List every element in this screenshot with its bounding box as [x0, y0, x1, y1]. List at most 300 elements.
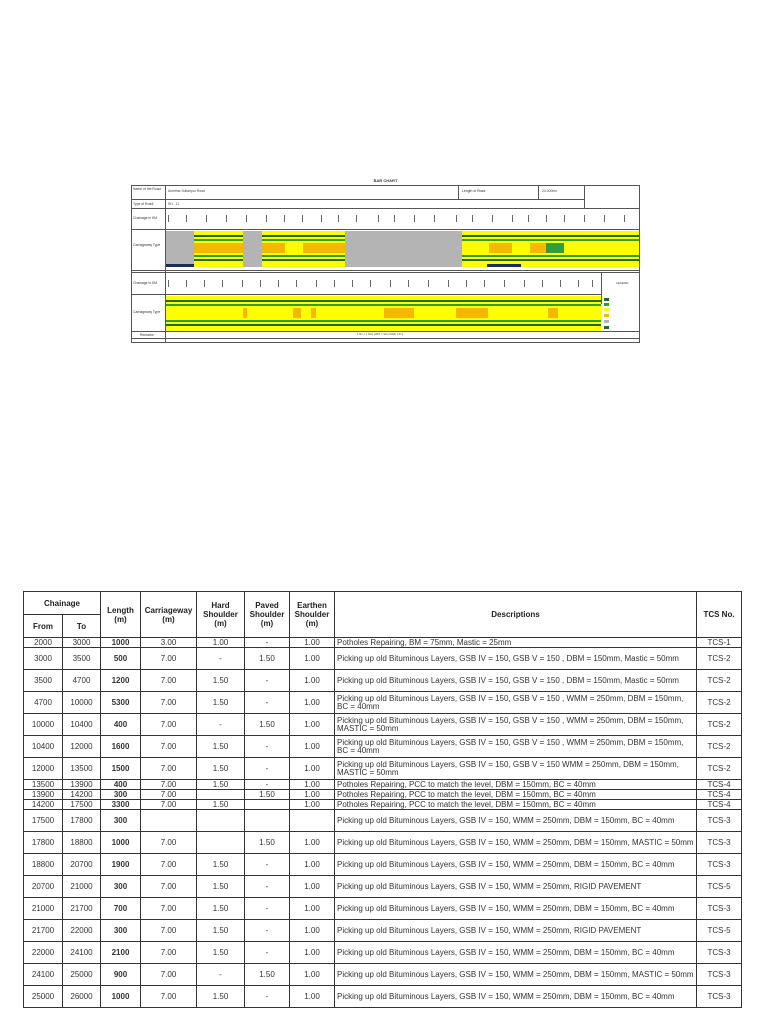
- cell-to: 13500: [63, 758, 101, 780]
- carriageway-band: [487, 264, 521, 267]
- cell-length: 1000: [101, 986, 141, 1008]
- carriageway-label-1: Carriageway Type: [133, 243, 161, 247]
- cell-carriageway: 7.00: [141, 854, 197, 876]
- cell-paved-shoulder: 1.50: [245, 714, 290, 736]
- cell-carriageway: 7.00: [141, 876, 197, 898]
- cell-length: 1000: [101, 832, 141, 854]
- divider: [132, 331, 639, 332]
- legend-swatch: [604, 308, 609, 311]
- cell-paved-shoulder: -: [245, 898, 290, 920]
- cell-from: 17800: [24, 832, 63, 854]
- cell-carriageway: 7.00: [141, 780, 197, 790]
- chainage-tick: [456, 215, 457, 222]
- chainage-tick: [186, 280, 187, 287]
- cell-carriageway: 7.00: [141, 736, 197, 758]
- cell-from: 3500: [24, 670, 63, 692]
- cell-description: Picking up old Bituminous Layers, GSB IV = 150, WMM = 250mm, DBM = 150mm, BC = 40mm: [335, 854, 697, 876]
- table-row: [24, 898, 742, 920]
- table-row: [24, 800, 742, 810]
- road-name-value: Amethia Sultanpur Road: [168, 189, 205, 193]
- cell-from: 22000: [24, 942, 63, 964]
- cell-carriageway: 7.00: [141, 670, 197, 692]
- cell-length: 400: [101, 780, 141, 790]
- chainage-tick: [266, 215, 267, 222]
- table-row: [24, 832, 742, 854]
- cell-to: 22000: [63, 920, 101, 942]
- cell-paved-shoulder: -: [245, 638, 290, 648]
- cell-paved-shoulder: -: [245, 670, 290, 692]
- cell-earthen-shoulder: 1.00: [290, 942, 335, 964]
- cell-hard-shoulder: 1.50: [197, 670, 245, 692]
- cell-to: 21700: [63, 898, 101, 920]
- cell-description: Picking up old Bituminous Layers, GSB IV = 150, GSB V = 150 , WMM = 250mm, DBM = 150mm, MASTIC = 50mm: [335, 714, 697, 736]
- carriageway-band: [311, 308, 316, 318]
- cell-paved-shoulder: -: [245, 942, 290, 964]
- cell-paved-shoulder: -: [245, 986, 290, 1008]
- header-length: Length (m): [101, 592, 141, 638]
- carriageway-band: [345, 231, 462, 267]
- legend-swatch: [604, 320, 609, 323]
- chainage-label-1: Chainage in KM: [133, 216, 158, 220]
- cell-earthen-shoulder: 1.00: [290, 832, 335, 854]
- cell-from: 20700: [24, 876, 63, 898]
- chainage-table: [23, 591, 742, 1008]
- chainage-tick: [302, 215, 303, 222]
- table-row: [24, 736, 742, 758]
- chainage-ticks-2: [166, 274, 601, 294]
- carriageway-band: [166, 324, 601, 326]
- chainage-tick: [204, 280, 205, 287]
- chainage-tick: [528, 215, 529, 222]
- cell-from: 4700: [24, 692, 63, 714]
- cell-from: 10400: [24, 736, 63, 758]
- cell-to: 26000: [63, 986, 101, 1008]
- cell-earthen-shoulder: 1.00: [290, 758, 335, 780]
- cell-to: 21000: [63, 876, 101, 898]
- divider: [601, 272, 602, 304]
- cell-carriageway: [141, 810, 197, 832]
- cell-carriageway: 7.00: [141, 714, 197, 736]
- cell-description: Potholes Repairing, PCC to match the level, DBM = 150mm, BC = 40mm: [335, 800, 697, 810]
- cell-tcs: TCS-2: [697, 714, 742, 736]
- chainage-tick: [206, 215, 207, 222]
- cell-hard-shoulder: 1.50: [197, 854, 245, 876]
- chainage-tick: [414, 215, 415, 222]
- cell-length: 1900: [101, 854, 141, 876]
- cell-description: Picking up old Bituminous Layers, GSB IV = 150, WMM = 250mm, DBM = 150mm, BC = 40mm: [335, 898, 697, 920]
- carriageway-track-2: [166, 296, 601, 332]
- cell-carriageway: 3.00: [141, 638, 197, 648]
- header-to: To: [63, 615, 101, 638]
- header-from: From: [24, 615, 63, 638]
- cell-paved-shoulder: -: [245, 854, 290, 876]
- carriageway-band: [166, 264, 194, 267]
- carriageway-band: [243, 231, 262, 267]
- cell-length: 300: [101, 920, 141, 942]
- header-tcs: TCS No.: [697, 592, 742, 638]
- road-type-value: SH - 11: [168, 202, 180, 206]
- cell-paved-shoulder: -: [245, 780, 290, 790]
- cell-description: Picking up old Bituminous Layers, GSB IV = 150, WMM = 250mm, DBM = 150mm, MASTIC = 50mm: [335, 832, 697, 854]
- cell-description: Potholes Repairing, BM = 75mm, Mastic = 25mm: [335, 638, 697, 648]
- chainage-tick: [524, 280, 525, 287]
- cell-tcs: TCS-3: [697, 986, 742, 1008]
- carriageway-band: [489, 243, 512, 253]
- chainage-tick: [542, 280, 543, 287]
- carriageway-band: [166, 304, 601, 306]
- table-row: [24, 790, 742, 800]
- cell-to: 3000: [63, 638, 101, 648]
- cell-length: 2100: [101, 942, 141, 964]
- cell-tcs: TCS-3: [697, 832, 742, 854]
- cell-description: Picking up old Bituminous Layers, GSB IV = 150, WMM = 250mm, RIGID PAVEMENT: [335, 876, 697, 898]
- cell-carriageway: 7.00: [141, 898, 197, 920]
- cell-hard-shoulder: 1.50: [197, 986, 245, 1008]
- cell-hard-shoulder: 1.50: [197, 758, 245, 780]
- carriageway-band: [166, 320, 601, 322]
- table-row: [24, 638, 742, 648]
- cell-from: 10000: [24, 714, 63, 736]
- cell-tcs: TCS-3: [697, 964, 742, 986]
- table-row: [24, 964, 742, 986]
- chainage-tick: [356, 215, 357, 222]
- chainage-tick: [246, 215, 247, 222]
- cell-tcs: TCS-2: [697, 758, 742, 780]
- chainage-tick: [186, 215, 187, 222]
- cell-paved-shoulder: [245, 800, 290, 810]
- carriageway-band: [194, 243, 243, 253]
- chainage-tick: [352, 280, 353, 287]
- chainage-tick: [592, 280, 593, 287]
- cell-to: 24100: [63, 942, 101, 964]
- table-row: [24, 758, 742, 780]
- carriageway-label-2: Carriageway Type: [133, 310, 161, 314]
- legend-swatch: [604, 314, 609, 317]
- carriageway-band: [166, 300, 601, 302]
- chainage-tick: [584, 215, 585, 222]
- cell-tcs: TCS-4: [697, 790, 742, 800]
- cell-tcs: TCS-4: [697, 780, 742, 790]
- legend-swatch: [604, 326, 609, 329]
- cell-carriageway: 7.00: [141, 942, 197, 964]
- cell-from: 24100: [24, 964, 63, 986]
- bar-chart-title: BAR CHART: [373, 178, 398, 183]
- cell-length: 1200: [101, 670, 141, 692]
- divider: [538, 186, 539, 199]
- cell-hard-shoulder: 1.50: [197, 942, 245, 964]
- cell-from: 25000: [24, 986, 63, 1008]
- chainage-tick: [560, 280, 561, 287]
- chainage-tick: [484, 280, 485, 287]
- carriageway-band: [293, 308, 301, 318]
- header-hard-shoulder: Hard Shoulder (m): [197, 592, 245, 638]
- cell-from: 12000: [24, 758, 63, 780]
- cell-length: 300: [101, 876, 141, 898]
- cell-description: Picking up old Bituminous Layers, GSB IV = 150, GSB V = 150 , DBM = 150mm, Mastic = 50mm: [335, 648, 697, 670]
- cell-tcs: TCS-5: [697, 876, 742, 898]
- legend-swatch: [604, 303, 609, 306]
- cell-from: 13500: [24, 780, 63, 790]
- carriageway-band: [166, 231, 194, 267]
- chainage-tick: [492, 215, 493, 222]
- cell-paved-shoulder: -: [245, 692, 290, 714]
- legend-swatch: [604, 298, 609, 301]
- carriageway-band: [384, 308, 414, 318]
- cell-from: 18800: [24, 854, 63, 876]
- cell-earthen-shoulder: 1.00: [290, 800, 335, 810]
- cell-hard-shoulder: -: [197, 714, 245, 736]
- cell-length: 400: [101, 714, 141, 736]
- cell-tcs: TCS-1: [697, 638, 742, 648]
- chainage-tick: [260, 280, 261, 287]
- cell-description: Picking up old Bituminous Layers, GSB IV = 150, GSB V = 150 , DBM = 150mm, Mastic = 50mm: [335, 670, 697, 692]
- chainage-tick: [316, 280, 317, 287]
- cell-carriageway: 7.00: [141, 964, 197, 986]
- cell-description: Picking up old Bituminous Layers, GSB IV = 150, GSB V = 150 , WMM = 250mm, DBM = 150mm, BC = 40mm: [335, 692, 697, 714]
- cell-tcs: TCS-4: [697, 800, 742, 810]
- cell-length: 5300: [101, 692, 141, 714]
- cell-to: 12000: [63, 736, 101, 758]
- cell-carriageway: 7.00: [141, 790, 197, 800]
- chainage-tick: [168, 215, 169, 222]
- chainage-tick: [378, 215, 379, 222]
- divider: [584, 186, 585, 208]
- header-descriptions: Descriptions: [335, 592, 697, 638]
- divider: [132, 272, 639, 273]
- chainage-tick: [394, 215, 395, 222]
- cell-tcs: TCS-3: [697, 854, 742, 876]
- table-row: [24, 810, 742, 832]
- cell-hard-shoulder: -: [197, 964, 245, 986]
- chainage-label-2: Chainage in KM: [133, 281, 158, 285]
- cell-hard-shoulder: 1.50: [197, 898, 245, 920]
- bar-chart: [131, 178, 640, 344]
- cell-description: Picking up old Bituminous Layers, GSB IV = 150, WMM = 250mm, RIGID PAVEMENT: [335, 920, 697, 942]
- cell-to: 10400: [63, 714, 101, 736]
- divider: [458, 186, 459, 199]
- carriageway-track-1: [166, 231, 639, 267]
- cell-hard-shoulder: 1.00: [197, 638, 245, 648]
- carriageway-band: [243, 308, 247, 318]
- cell-to: 25000: [63, 964, 101, 986]
- header-earthen-shoulder: Earthen Shoulder (m): [290, 592, 335, 638]
- cell-carriageway: 7.00: [141, 920, 197, 942]
- cell-earthen-shoulder: 1.00: [290, 648, 335, 670]
- cell-length: 300: [101, 790, 141, 800]
- chainage-tick: [578, 280, 579, 287]
- divider: [132, 338, 639, 339]
- chainage-tick: [334, 280, 335, 287]
- cell-tcs: TCS-2: [697, 670, 742, 692]
- cell-carriageway: 7.00: [141, 758, 197, 780]
- road-name-label: Name of the Road:: [133, 187, 162, 191]
- cell-from: 14200: [24, 800, 63, 810]
- divider: [132, 294, 601, 295]
- cell-hard-shoulder: 1.50: [197, 692, 245, 714]
- remarks-value: 1.0m = 1 Strip (HRS = Strip Width 1.0m): [357, 333, 404, 336]
- cell-hard-shoulder: -: [197, 648, 245, 670]
- carriageway-band: [262, 243, 285, 253]
- cell-description: Potholes Repairing, PCC to match the level, DBM = 150mm, BC = 40mm: [335, 790, 697, 800]
- legend-title: LEGEND: [616, 281, 629, 285]
- chainage-ticks-1: [166, 209, 639, 229]
- carriageway-band: [303, 243, 345, 253]
- cell-paved-shoulder: -: [245, 736, 290, 758]
- chainage-tick: [546, 215, 547, 222]
- cell-paved-shoulder: 1.50: [245, 832, 290, 854]
- chainage-tick: [428, 280, 429, 287]
- cell-to: 3500: [63, 648, 101, 670]
- cell-earthen-shoulder: 1.00: [290, 692, 335, 714]
- cell-to: 17500: [63, 800, 101, 810]
- cell-from: 21700: [24, 920, 63, 942]
- cell-to: 17800: [63, 810, 101, 832]
- chainage-tick: [512, 215, 513, 222]
- cell-earthen-shoulder: 1.00: [290, 964, 335, 986]
- cell-tcs: TCS-2: [697, 736, 742, 758]
- cell-earthen-shoulder: 1.00: [290, 898, 335, 920]
- cell-earthen-shoulder: 1.00: [290, 670, 335, 692]
- cell-from: 3000: [24, 648, 63, 670]
- cell-length: 500: [101, 648, 141, 670]
- cell-earthen-shoulder: [290, 810, 335, 832]
- table-row: [24, 714, 742, 736]
- cell-to: 18800: [63, 832, 101, 854]
- cell-length: 1500: [101, 758, 141, 780]
- remarks-label: Remarks: [140, 333, 154, 337]
- cell-hard-shoulder: 1.50: [197, 736, 245, 758]
- cell-paved-shoulder: 1.50: [245, 790, 290, 800]
- cell-tcs: TCS-2: [697, 648, 742, 670]
- cell-hard-shoulder: 1.50: [197, 780, 245, 790]
- divider: [132, 199, 584, 200]
- cell-description: Picking up old Bituminous Layers, GSB IV = 150, WMM = 250mm, DBM = 150mm, MASTIC = 50mm: [335, 964, 697, 986]
- cell-from: 17500: [24, 810, 63, 832]
- header-chainage: Chainage: [24, 592, 101, 615]
- carriageway-band: [546, 243, 564, 253]
- chainage-tick: [448, 280, 449, 287]
- table-row: [24, 648, 742, 670]
- chainage-tick: [338, 215, 339, 222]
- cell-length: 1600: [101, 736, 141, 758]
- cell-hard-shoulder: [197, 790, 245, 800]
- cell-description: Picking up old Bituminous Layers, GSB IV = 150, WMM = 250mm, DBM = 150mm, BC = 40mm: [335, 810, 697, 832]
- chainage-tick: [390, 280, 391, 287]
- cell-length: 300: [101, 810, 141, 832]
- chainage-tick: [408, 280, 409, 287]
- chainage-tick: [296, 280, 297, 287]
- chainage-tick: [624, 215, 625, 222]
- chainage-tick: [604, 215, 605, 222]
- chainage-tick: [504, 280, 505, 287]
- carriageway-band: [530, 243, 546, 253]
- cell-from: 13900: [24, 790, 63, 800]
- cell-length: 900: [101, 964, 141, 986]
- table-row: [24, 780, 742, 790]
- chainage-tick: [226, 215, 227, 222]
- cell-tcs: TCS-5: [697, 920, 742, 942]
- cell-earthen-shoulder: 1.00: [290, 854, 335, 876]
- cell-description: Picking up old Bituminous Layers, GSB IV = 150, WMM = 250mm, DBM = 150mm, BC = 40mm: [335, 942, 697, 964]
- cell-description: Potholes Repairing, PCC to match the level, DBM = 150mm, BC = 40mm: [335, 780, 697, 790]
- cell-earthen-shoulder: 1.00: [290, 714, 335, 736]
- cell-earthen-shoulder: 1.00: [290, 920, 335, 942]
- header-carriageway: Carriageway (m): [141, 592, 197, 638]
- table-row: [24, 986, 742, 1008]
- road-length-label: Length of Road:: [462, 189, 487, 193]
- cell-to: 13900: [63, 780, 101, 790]
- cell-description: Picking up old Bituminous Layers, GSB IV = 150, GSB V = 150 , WMM = 250mm, DBM = 150mm, BC = 40mm: [335, 736, 697, 758]
- cell-length: 1000: [101, 638, 141, 648]
- road-length-value: 24.000km: [542, 189, 557, 193]
- cell-paved-shoulder: -: [245, 920, 290, 942]
- cell-tcs: TCS-3: [697, 810, 742, 832]
- cell-to: 4700: [63, 670, 101, 692]
- cell-carriageway: 7.00: [141, 648, 197, 670]
- cell-earthen-shoulder: 1.00: [290, 638, 335, 648]
- carriageway-band: [456, 308, 488, 318]
- cell-earthen-shoulder: 1.00: [290, 986, 335, 1008]
- cell-carriageway: 7.00: [141, 986, 197, 1008]
- chainage-tick: [168, 280, 169, 287]
- cell-to: 10000: [63, 692, 101, 714]
- cell-hard-shoulder: 1.50: [197, 920, 245, 942]
- divider: [132, 229, 639, 230]
- cell-paved-shoulder: [245, 810, 290, 832]
- cell-tcs: TCS-3: [697, 898, 742, 920]
- header-paved-shoulder: Paved Shoulder (m): [245, 592, 290, 638]
- cell-paved-shoulder: -: [245, 758, 290, 780]
- chainage-tick: [434, 215, 435, 222]
- chainage-tick: [370, 280, 371, 287]
- chainage-tick: [466, 280, 467, 287]
- cell-description: Picking up old Bituminous Layers, GSB IV = 150, GSB V = 150 WMM = 250mm, DBM = 150mm, MASTIC = 50mm: [335, 758, 697, 780]
- cell-length: 3300: [101, 800, 141, 810]
- table-row: [24, 942, 742, 964]
- table-row: [24, 920, 742, 942]
- cell-from: 21000: [24, 898, 63, 920]
- bar-chart-frame: [131, 185, 640, 343]
- cell-from: 2000: [24, 638, 63, 648]
- cell-to: 20700: [63, 854, 101, 876]
- cell-hard-shoulder: [197, 810, 245, 832]
- cell-earthen-shoulder: 1.00: [290, 876, 335, 898]
- cell-tcs: TCS-2: [697, 692, 742, 714]
- cell-earthen-shoulder: 1.00: [290, 780, 335, 790]
- chainage-tick: [321, 215, 322, 222]
- cell-earthen-shoulder: 1.00: [290, 736, 335, 758]
- cell-paved-shoulder: 1.50: [245, 964, 290, 986]
- cell-hard-shoulder: 1.50: [197, 800, 245, 810]
- cell-to: 14200: [63, 790, 101, 800]
- chainage-tick: [284, 215, 285, 222]
- chainage-tick: [472, 215, 473, 222]
- cell-carriageway: 7.00: [141, 800, 197, 810]
- cell-hard-shoulder: [197, 832, 245, 854]
- cell-tcs: TCS-3: [697, 942, 742, 964]
- table-row: [24, 876, 742, 898]
- cell-earthen-shoulder: 1.00: [290, 790, 335, 800]
- carriageway-band: [548, 308, 558, 318]
- table-row: [24, 692, 742, 714]
- chainage-tick: [564, 215, 565, 222]
- divider: [132, 270, 639, 271]
- cell-description: Picking up old Bituminous Layers, GSB IV = 150, WMM = 250mm, DBM = 150mm, BC = 40mm: [335, 986, 697, 1008]
- table-row: [24, 854, 742, 876]
- cell-carriageway: 7.00: [141, 832, 197, 854]
- chainage-tick: [242, 280, 243, 287]
- chainage-tick: [222, 280, 223, 287]
